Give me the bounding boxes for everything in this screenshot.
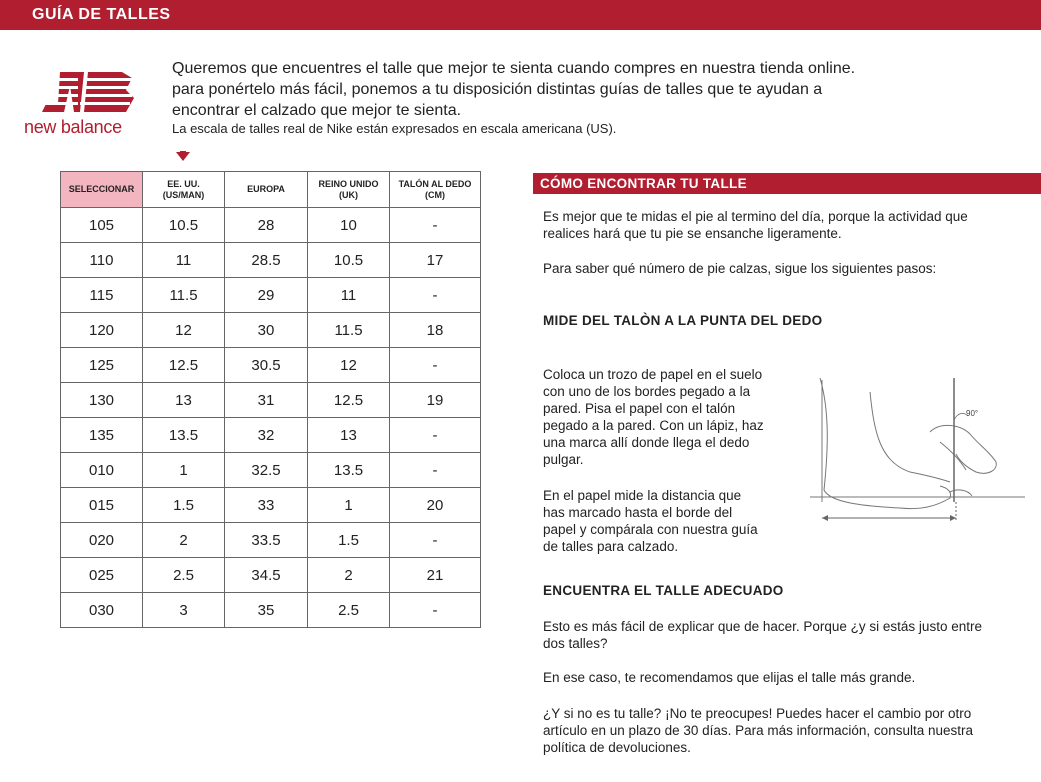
- table-cell: 2: [308, 558, 390, 593]
- table-row: [61, 558, 481, 593]
- page-title: GUÍA DE TALLES: [32, 6, 171, 23]
- brand-name: new balance: [24, 117, 122, 137]
- table-cell: 12.5: [143, 348, 225, 383]
- table-cell: 11: [143, 243, 225, 278]
- table-cell: 17: [390, 243, 481, 278]
- table-cell: 12.5: [308, 383, 390, 418]
- guide-title: CÓMO ENCONTRAR TU TALLE: [540, 176, 747, 191]
- table-cell: 29: [225, 278, 308, 313]
- select-cell[interactable]: 015: [61, 488, 143, 523]
- table-cell: -: [390, 523, 481, 558]
- col-header-uk: REINO UNIDO (UK): [308, 172, 390, 208]
- intro-line: para ponértelo más fácil, ponemos a tu disposición distintas guías de talles que te ayudan a: [172, 81, 823, 98]
- table-cell: 18: [390, 313, 481, 348]
- select-cell[interactable]: 020: [61, 523, 143, 558]
- table-row: [61, 278, 481, 313]
- table-cell: -: [390, 593, 481, 628]
- table-cell: 13: [143, 383, 225, 418]
- select-cell[interactable]: 120: [61, 313, 143, 348]
- foot-measure-illustration: [800, 372, 1030, 542]
- table-row: [61, 313, 481, 348]
- table-cell: 11: [308, 278, 390, 313]
- intro-line: encontrar el calzado que mejor te sienta.: [172, 102, 462, 119]
- table-row: [61, 418, 481, 453]
- table-row: [61, 348, 481, 383]
- table-cell: 1: [308, 488, 390, 523]
- guide-paragraph: Coloca un trozo de papel en el suelo con uno de los bordes pegado a la pared. Pisa el papel con el talón pegado a la pared. Con un lápiz, haz una marca allí donde llega el dedo pulgar.: [543, 367, 764, 467]
- table-cell: 28.5: [225, 243, 308, 278]
- select-cell[interactable]: 030: [61, 593, 143, 628]
- table-cell: 21: [390, 558, 481, 593]
- table-cell: 12: [308, 348, 390, 383]
- guide-paragraph: En el papel mide la distancia que has marcado hasta el borde del papel y compárala con nuestra guía de talles para calzado.: [543, 488, 758, 554]
- table-cell: 30.5: [225, 348, 308, 383]
- table-cell: 3: [143, 593, 225, 628]
- table-row: [61, 593, 481, 628]
- table-cell: 30: [225, 313, 308, 348]
- table-row: [61, 523, 481, 558]
- select-cell[interactable]: 025: [61, 558, 143, 593]
- table-cell: -: [390, 208, 481, 243]
- table-cell: 33.5: [225, 523, 308, 558]
- table-cell: 12: [143, 313, 225, 348]
- table-cell: 13.5: [143, 418, 225, 453]
- select-cell[interactable]: 105: [61, 208, 143, 243]
- guide-paragraph: ¿Y si no es tu talle? ¡No te preocupes! Puedes hacer el cambio por otro artículo en un plazo de 30 días. Para más información, consulta nuestra política de devoluciones.: [543, 706, 973, 755]
- guide-paragraph: Es mejor que te midas el pie al termino del día, porque la actividad que realices hará que tu pie se ensanche ligeramente.: [543, 209, 968, 241]
- select-cell[interactable]: 115: [61, 278, 143, 313]
- table-cell: 11.5: [308, 313, 390, 348]
- table-cell: 32: [225, 418, 308, 453]
- table-cell: 10.5: [143, 208, 225, 243]
- table-row: [61, 453, 481, 488]
- select-cell[interactable]: 110: [61, 243, 143, 278]
- table-cell: -: [390, 278, 481, 313]
- table-row: [61, 488, 481, 523]
- guide-paragraph: En ese caso, te recomendamos que elijas el talle más grande.: [543, 670, 916, 685]
- section-heading: ENCUENTRA EL TALLE ADECUADO: [543, 583, 784, 598]
- table-cell: 20: [390, 488, 481, 523]
- table-cell: 34.5: [225, 558, 308, 593]
- table-cell: 13.5: [308, 453, 390, 488]
- table-cell: 1.5: [308, 523, 390, 558]
- select-cell[interactable]: 135: [61, 418, 143, 453]
- table-cell: 10.5: [308, 243, 390, 278]
- table-cell: 35: [225, 593, 308, 628]
- table-cell: 1.5: [143, 488, 225, 523]
- guide-title-bar: [533, 173, 1041, 194]
- table-cell: -: [390, 453, 481, 488]
- table-cell: 10: [308, 208, 390, 243]
- size-table: [60, 171, 481, 628]
- table-cell: -: [390, 348, 481, 383]
- table-cell: 1: [143, 453, 225, 488]
- table-row: [61, 208, 481, 243]
- table-cell: -: [390, 418, 481, 453]
- table-cell: 2.5: [143, 558, 225, 593]
- table-cell: 33: [225, 488, 308, 523]
- table-row: [61, 383, 481, 418]
- col-header-select[interactable]: SELECCIONAR: [61, 172, 143, 208]
- section-heading: MIDE DEL TALÒN A LA PUNTA DEL DEDO: [543, 313, 823, 328]
- intro-text: [172, 58, 932, 137]
- header-bar: [0, 0, 1041, 30]
- intro-line: Queremos que encuentres el talle que mejor te sienta cuando compres en nuestra tienda online.: [172, 60, 856, 77]
- arrow-down-icon: [176, 152, 190, 161]
- select-cell[interactable]: 130: [61, 383, 143, 418]
- table-cell: 2: [143, 523, 225, 558]
- col-header-eu: EUROPA: [225, 172, 308, 208]
- table-header-row: [61, 172, 481, 208]
- guide-paragraph: Para saber qué número de pie calzas, sigue los siguientes pasos:: [543, 261, 937, 276]
- intro-note: La escala de talles real de Nike están expresados en escala americana (US).: [172, 121, 617, 136]
- table-cell: 13: [308, 418, 390, 453]
- select-cell[interactable]: 125: [61, 348, 143, 383]
- table-cell: 11.5: [143, 278, 225, 313]
- table-cell: 31: [225, 383, 308, 418]
- table-cell: 28: [225, 208, 308, 243]
- table-cell: 32.5: [225, 453, 308, 488]
- guide-paragraph: Esto es más fácil de explicar que de hacer. Porque ¿y si estás justo entre dos talles?: [543, 619, 982, 651]
- col-header-us: EE. UU. (US/MAN): [143, 172, 225, 208]
- table-cell: 19: [390, 383, 481, 418]
- select-cell[interactable]: 010: [61, 453, 143, 488]
- table-cell: 2.5: [308, 593, 390, 628]
- col-header-cm: TALÓN AL DEDO (CM): [390, 172, 481, 208]
- angle-label: 90°: [966, 409, 979, 418]
- table-row: [61, 243, 481, 278]
